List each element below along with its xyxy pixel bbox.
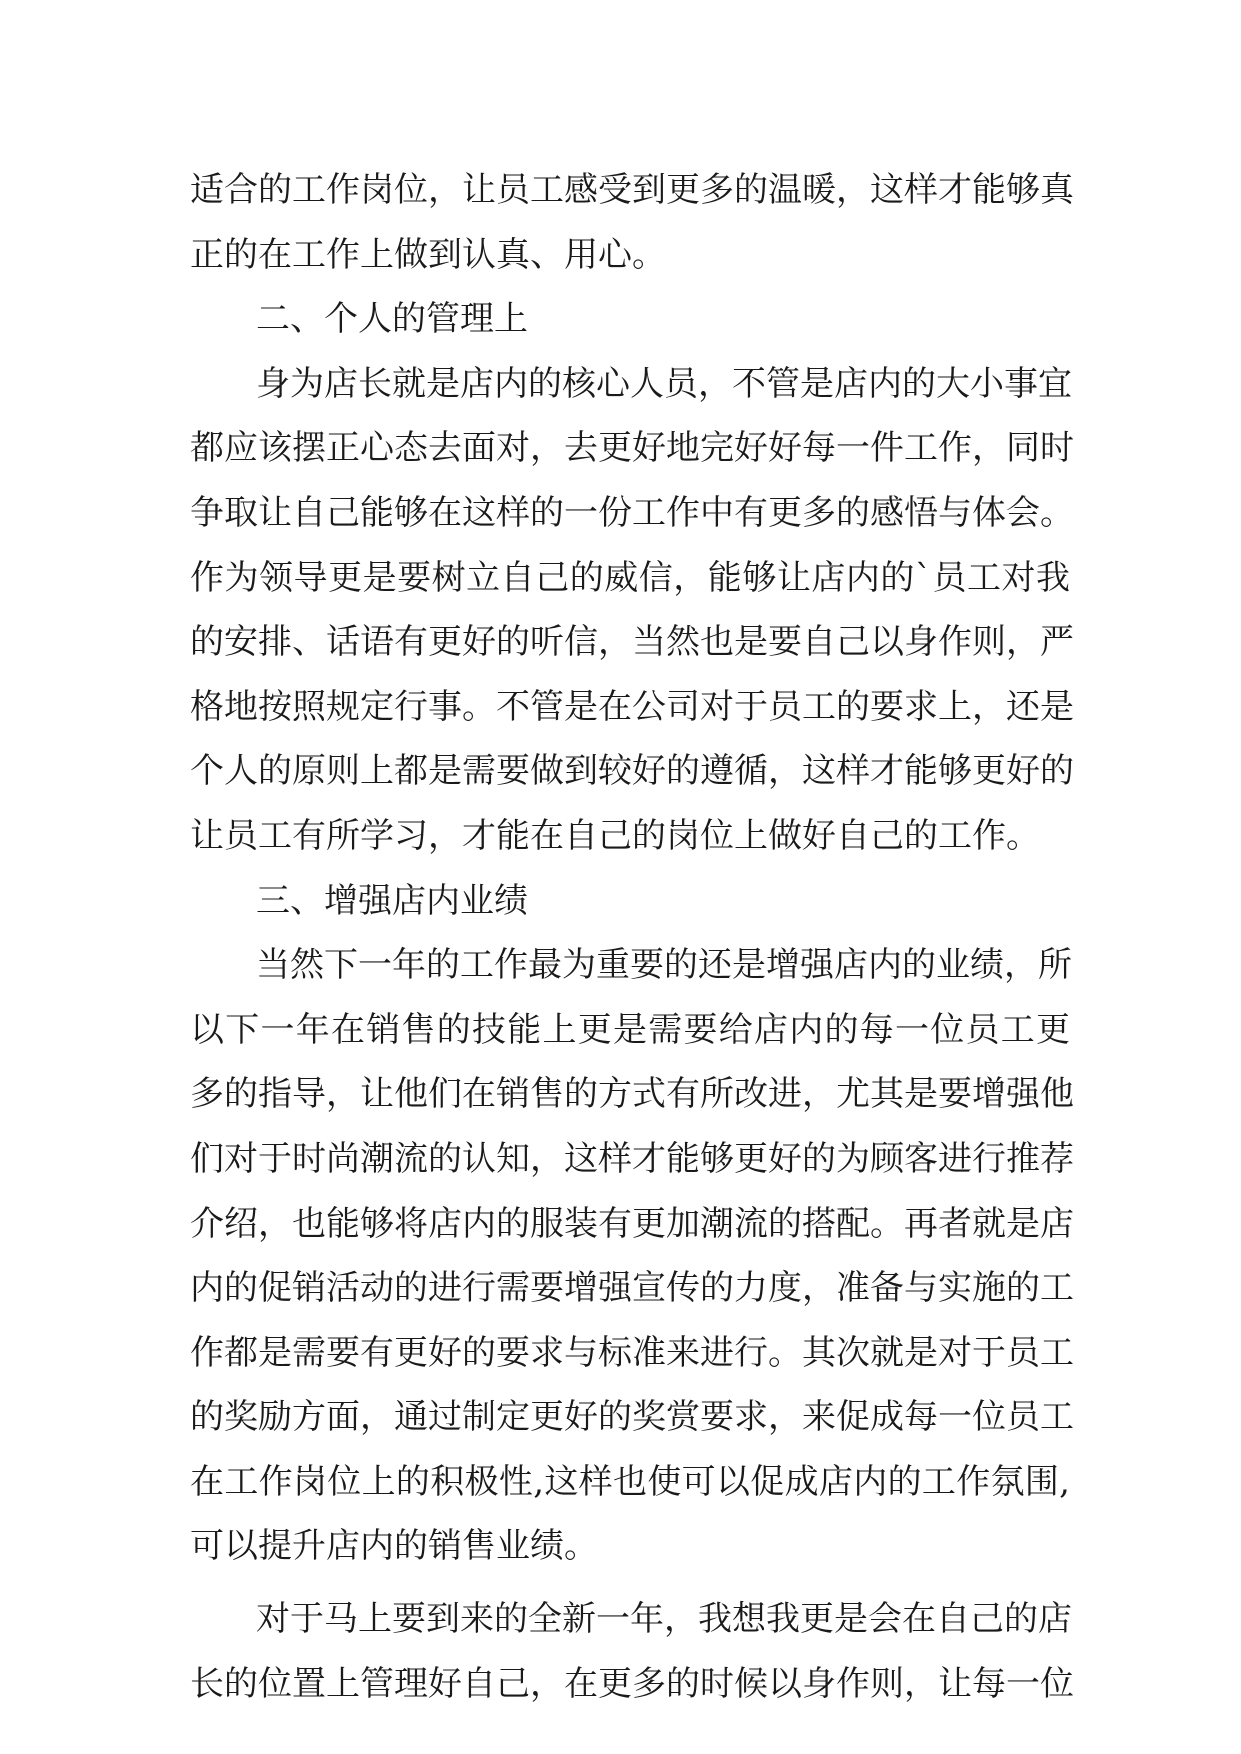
- section-heading: [190, 287, 1070, 352]
- text-line: 正的在工作上做到认真、用心。: [190, 234, 666, 275]
- text-line: 个人的原则上都是需要做到较好的遵循，这样才能够更好的: [190, 751, 1074, 792]
- text-line: 在工作岗位上的积极性,这样也使可以促成店内的工作氛围,: [190, 1461, 1070, 1502]
- text-line: 都应该摆正心态去面对，去更好地完好好每一件工作，同时: [190, 428, 1074, 469]
- section-heading: [190, 869, 1070, 934]
- text-line: 当然下一年的工作最为重要的还是增强店内的业绩，所: [256, 945, 1072, 986]
- text-line: 身为店长就是店内的核心人员，不管是店内的大小事宜: [256, 363, 1072, 404]
- paragraph-gap: [190, 1579, 1070, 1587]
- text-line: 三、增强店内业绩: [256, 880, 528, 921]
- text-line: 让员工有所学习，才能在自己的岗位上做好自己的工作。: [190, 815, 1040, 856]
- text-line: 内的促销活动的进行需要增强宣传的力度，准备与实施的工: [190, 1268, 1074, 1309]
- text-line: 们对于时尚潮流的认知，这样才能够更好的为顾客进行推荐: [190, 1138, 1074, 1179]
- text-line: 适合的工作岗位，让员工感受到更多的温暖，这样才能够真: [190, 170, 1074, 210]
- text-line: 长的位置上管理好自己，在更多的时候以身作则，让每一位: [190, 1663, 1074, 1704]
- paragraph: [190, 1587, 1074, 1716]
- text-line: 作都是需要有更好的要求与标准来进行。其次就是对于员工: [190, 1332, 1074, 1373]
- document-body: [190, 158, 1074, 1716]
- text-line: 以下一年在销售的技能上更是需要给店内的每一位员工更: [190, 1009, 1070, 1050]
- text-line: 对于马上要到来的全新一年，我想我更是会在自己的店: [256, 1599, 1072, 1640]
- paragraph: [190, 352, 1074, 869]
- text-line: 可以提升店内的销售业绩。: [190, 1526, 598, 1567]
- text-line: 多的指导，让他们在销售的方式有所改进，尤其是要增强他: [190, 1074, 1074, 1115]
- text-line: 的安排、话语有更好的听信，当然也是要自己以身作则，严: [190, 622, 1074, 663]
- paragraph: [190, 158, 1074, 287]
- text-line: 二、个人的管理上: [256, 299, 528, 340]
- text-line: 格地按照规定行事。不管是在公司对于员工的要求上，还是: [190, 686, 1074, 727]
- paragraph: [190, 933, 1074, 1579]
- text-line: 的奖励方面，通过制定更好的奖赏要求，来促成每一位员工: [190, 1397, 1074, 1438]
- text-line: 作为领导更是要树立自己的威信，能够让店内的`员工对我: [190, 557, 1070, 598]
- text-line: 介绍，也能够将店内的服装有更加潮流的搭配。再者就是店: [190, 1203, 1074, 1244]
- text-line: 争取让自己能够在这样的一份工作中有更多的感悟与体会。: [190, 492, 1074, 533]
